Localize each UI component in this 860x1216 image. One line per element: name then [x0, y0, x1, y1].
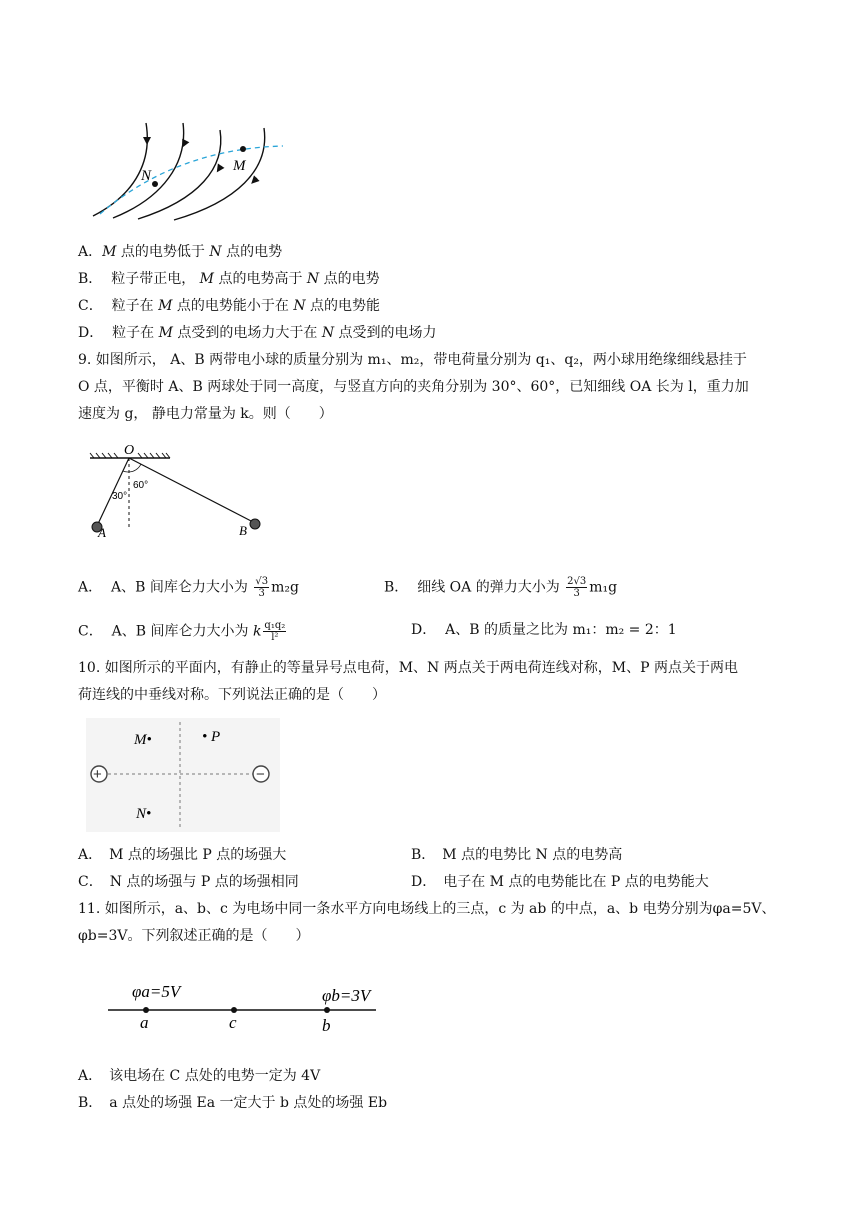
svg-text:φa=5V: φa=5V — [132, 982, 181, 1001]
svg-text:30°: 30° — [112, 491, 128, 502]
q9-option-a: A． A、B 间库仑力大小为 $\frac{√3}{3}$ m₂g — [78, 576, 299, 599]
svg-text:φb=3V: φb=3V — [322, 986, 371, 1005]
label-N: N — [141, 168, 152, 184]
svg-text:+: + — [93, 766, 102, 783]
q9-option-b: B． 细线 OA 的弹力大小为 $\frac{2√3}{3}$ m₁g — [384, 576, 618, 599]
svg-text:N•: N• — [136, 806, 152, 822]
svg-text:M•: M• — [134, 732, 152, 748]
q11-option-b: B． a 点处的场强 Ea 一定大于 b 点处的场强 Eb — [78, 1095, 388, 1111]
q10-option-c: C． N 点的场强与 P 点的场强相同 — [78, 874, 299, 890]
svg-text:• P: • P — [202, 729, 221, 745]
q9-option-c: C． A、B 间库仑力大小为 k $\frac{\text{q₁q₂}}{\text{l²}}$ — [78, 620, 286, 643]
field-lines-figure — [88, 118, 288, 223]
field-line — [93, 123, 147, 216]
svg-text:a: a — [140, 1013, 149, 1032]
field-line-abc-figure — [106, 975, 382, 1037]
q10-stem-line1: 10. 如图所示的平面内，有静止的等量异号点电荷，M、N 两点关于两电荷连线对称，M、P 两点关于两电 — [78, 660, 738, 676]
charges-figure — [86, 718, 280, 832]
q9-stem-line1: 9. 如图所示， A、B 两带电小球的质量分别为 m₁、m₂，带电荷量分别为 q₁、q₂，两小球用绝缘细线悬挂于 — [78, 352, 747, 368]
q8-option-a: A．M 点的电势低于 N 点的电势 — [78, 244, 283, 260]
q10-option-b: B． M 点的电势比 N 点的电势高 — [411, 847, 623, 863]
q9-stem-line2: O 点，平衡时 A、B 两球处于同一高度，与竖直方向的夹角分别为 30°、60°，已知细线 OA 长为 l，重力加 — [78, 379, 749, 395]
svg-text:−: − — [256, 766, 265, 783]
q10-option-d: D． 电子在 M 点的电势能比在 P 点的电势能大 — [411, 874, 709, 890]
svg-text:c: c — [229, 1013, 237, 1032]
pendulum-figure — [86, 442, 276, 542]
q8-option-b: B． 粒子带正电， M 点的电势高于 N 点的电势 — [78, 271, 380, 287]
q9-stem-line3: 速度为 g， 静电力常量为 k。则（ ） — [78, 406, 333, 422]
q8-option-c: C． 粒子在 M 点的电势能小于在 N 点的电势能 — [78, 298, 381, 314]
q9-option-d: D． A、B 的质量之比为 m₁：m₂ = 2：1 — [411, 622, 677, 638]
q10-option-a: A． M 点的场强比 P 点的场强大 — [78, 847, 287, 863]
q11-option-a: A． 该电场在 C 点处的电势一定为 4V — [78, 1068, 321, 1084]
svg-text:A: A — [98, 525, 106, 540]
svg-text:O: O — [124, 443, 135, 458]
label-M: M — [233, 158, 246, 174]
q8-option-d: D． 粒子在 M 点受到的电场力大于在 N 点受到的电场力 — [78, 325, 437, 341]
field-line — [174, 128, 265, 220]
svg-text:60°: 60° — [133, 480, 149, 491]
q10-stem-line2: 荷连线的中垂线对称。下列说法正确的是（ ） — [78, 687, 386, 703]
q11-stem-line1: 11. 如图所示，a、b、c 为电场中同一条水平方向电场线上的三点，c 为 ab 的中点，a、b 电势分别为φa=5V、 — [78, 901, 776, 917]
q11-stem-line2: φb=3V。下列叙述正确的是（ ） — [78, 928, 310, 944]
svg-text:B: B — [239, 523, 247, 538]
svg-text:b: b — [322, 1016, 331, 1035]
